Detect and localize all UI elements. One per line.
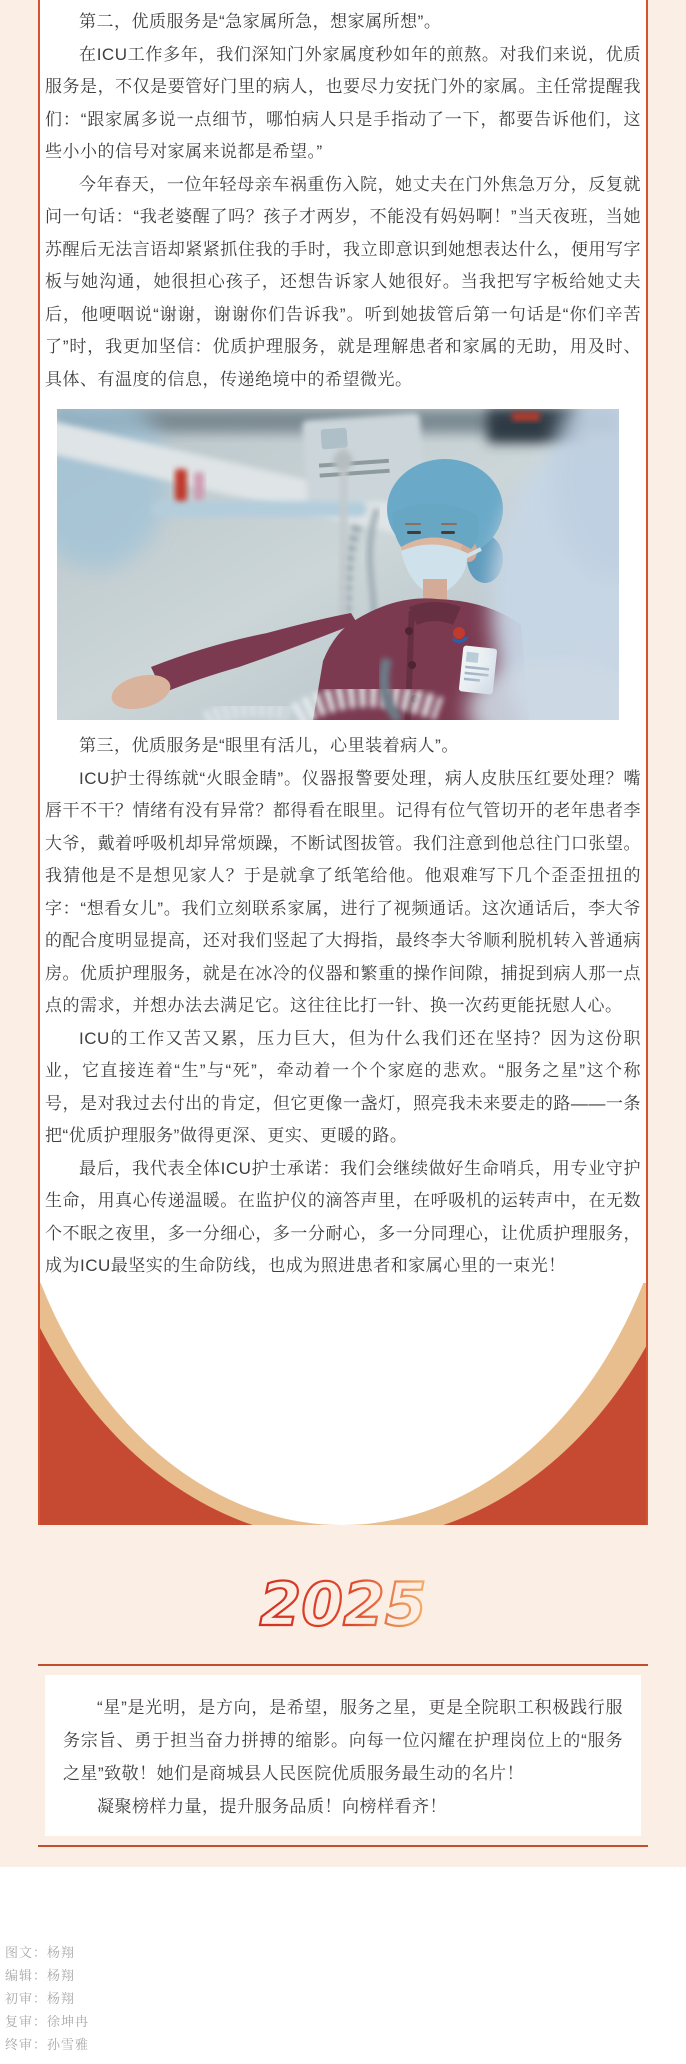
article-card [38, 0, 648, 1525]
body-paragraph: ICU的工作又苦又累，压力巨大，但为什么我们还在坚持？因为这份职业，它直接连着“生”与“死”，牵动着一个个家庭的悲欢。“服务之星”这个称号，是对我过去付出的肯定，但它更像一盏灯，照亮我未来要走的路——一条把“优质护理服务”做得更深、更实、更暖的路。 [45, 1028, 641, 1145]
year-badge-wrap [0, 1525, 686, 1656]
photo-wrap [57, 409, 641, 720]
decorative-curve [40, 1283, 646, 1525]
year-text: 2025 [259, 1569, 427, 1640]
credit-line: 复审：徐坤冉 [5, 2013, 90, 2029]
credit-line: 图文：杨翔 [5, 1944, 76, 1960]
closing-box [45, 1675, 641, 1836]
credit-line: 编辑：杨翔 [5, 1967, 76, 1983]
divider-bottom [38, 1845, 648, 1847]
closing-paragraph: 凝聚榜样力量，提升服务品质！向榜样看齐！ [97, 1796, 447, 1816]
closing-paragraph: “星”是光明，是方向，是希望，服务之星，更是全院职工积极践行服务宗旨、勇于担当奋力拼搏的缩影。向每一位闪耀在护理岗位上的“服务之星”致敬！她们是商城县人民医院优质服务最生动的名片！ [63, 1697, 623, 1783]
curve-white-arc [40, 1283, 646, 1525]
article-body [40, 0, 646, 1283]
body-paragraph: 最后，我代表全体ICU护士承诺：我们会继续做好生命哨兵，用专业守护生命，用真心传递温暖。在监护仪的滴答声里，在呼吸机的运转声中，在无数个不眠之夜里，多一分细心，多一分耐心，多一分同理心，让优质护理服务，成为ICU最坚实的生命防线，也成为照进患者和家属心里的一束光！ [45, 1158, 641, 1275]
paragraphs-top [45, 6, 641, 396]
year-2025-badge [203, 1563, 483, 1643]
paragraphs-bottom [45, 730, 641, 1283]
body-paragraph: 在ICU工作多年，我们深知门外家属度秒如年的煎熬。对我们来说，优质服务是，不仅是要管好门里的病人，也要尽力安抚门外的家属。主任常提醒我们：“跟家属多说一点细节，哪怕病人只是手指动了一下，都要告诉他们，这些小小的信号对家属来说都是希望。” [45, 44, 641, 161]
credits-list [0, 1867, 686, 2064]
divider-top [38, 1664, 648, 1666]
body-paragraph: 第二，优质服务是“急家属所急，想家属所想”。 [79, 12, 442, 31]
icu-nurse-photo[interactable] [57, 409, 619, 720]
body-paragraph: ICU护士得练就“火眼金睛”。仪器报警要处理，病人皮肤压红要处理？嘴唇干不干？情绪有没有异常？都得看在眼里。记得有位气管切开的老年患者李大爷，戴着呼吸机却异常烦躁，不断试图拔管。我们注意到他总往门口张望。我猜他是不是想见家人？于是就拿了纸笔给他。他艰难写下几个歪歪扭扭的字：“想看女儿”。我们立刻联系家属，进行了视频通话。这次通话后，李大爷的配合度明显提高，还对我们竖起了大拇指，最终李大爷顺利脱机转入普通病房。优质护理服务，就是在冰冷的仪器和繁重的操作间隙，捕捉到病人那一点点的需求，并想办法去满足它。这往往比打一针、换一次药更能抚慰人心。 [45, 768, 641, 1015]
body-paragraph: 第三，优质服务是“眼里有活儿，心里装着病人”。 [79, 736, 459, 755]
body-paragraph: 今年春天，一位年轻母亲车祸重伤入院，她丈夫在门外焦急万分，反复就问一句话：“我老婆醒了吗？孩子才两岁，不能没有妈妈啊！”当天夜班，当她苏醒后无法言语却紧紧抓住我的手时，我立即意识到她想表达什么，便用写字板与她沟通，她很担心孩子，还想告诉家人她很好。当我把写字板给她丈夫后，他哽咽说“谢谢，谢谢你们告诉我”。听到她拔管后第一句话是“你们辛苦了”时，我更加坚信：优质护理服务，就是理解患者和家属的无助，用及时、具体、有温度的信息，传递绝境中的希望微光。 [45, 174, 641, 389]
credit-line: 终审：孙雪雅 [5, 2036, 90, 2052]
credit-line: 初审：杨翔 [5, 1990, 76, 2006]
